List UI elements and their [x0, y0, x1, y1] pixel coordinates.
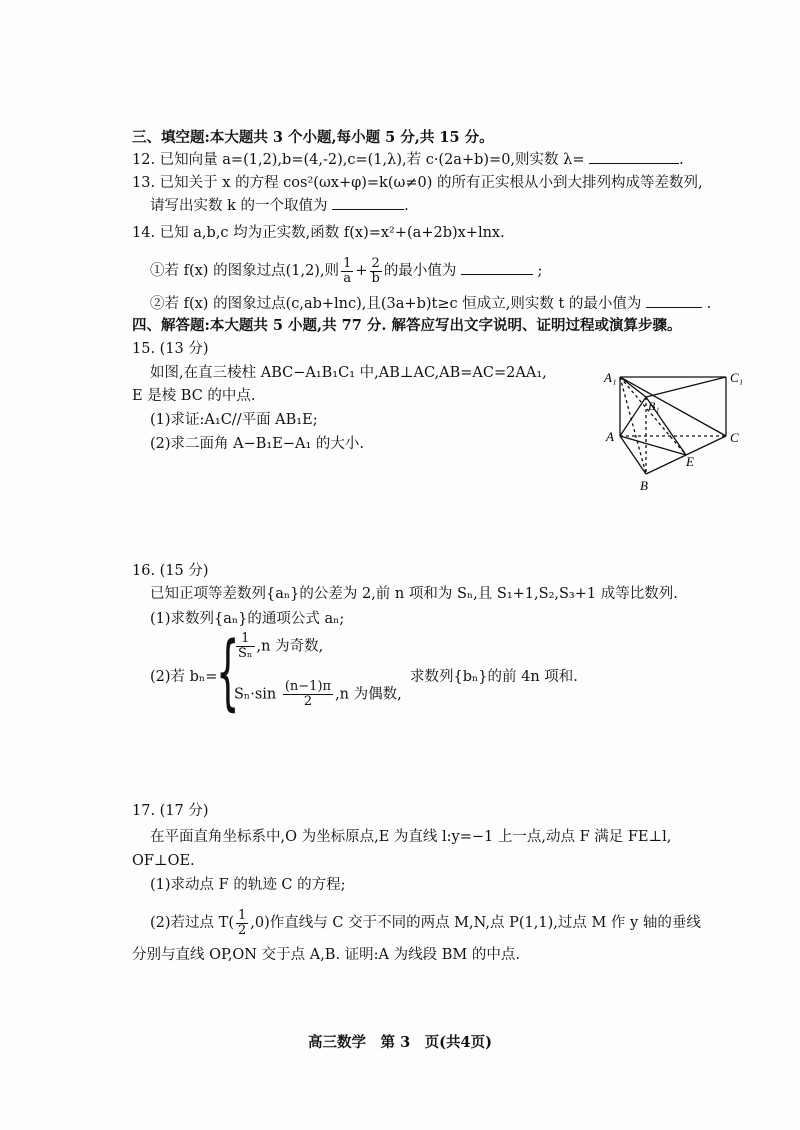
label-b: B: [640, 478, 648, 493]
label-a: A: [606, 429, 614, 444]
question-16-line1: 已知正项等差数列{aₙ}的公差为 2,前 n 项和为 Sₙ,且 S₁+1,S₂,S₃+1 成等比数列.: [150, 586, 678, 602]
question-16-title: 16. (15 分): [132, 563, 209, 579]
question-15-title: 15. (13 分): [132, 341, 209, 357]
question-15-line2: E 是棱 BC 的中点.: [132, 388, 256, 404]
question-16-part2-tail: 求数列{bₙ}的前 4n 项和.: [410, 669, 578, 685]
question-17-line2: OF⊥OE.: [132, 853, 195, 869]
piecewise-brace: {: [216, 625, 240, 720]
piecewise-case-even: Sₙ·sin $\frac{(n-1)\pi}{2}$ ,n 为偶数,: [234, 679, 402, 709]
piecewise-case-odd: $\frac{1}{\text{Sₙ}}$ ,n 为奇数,: [238, 631, 324, 661]
question-13-line1: 13. 已知关于 x 的方程 cos²(ωx+φ)=k(ω≠0) 的所有正实根从小到大排列构成等差数列,: [132, 175, 703, 191]
question-16-part1: (1)求数列{aₙ}的通项公式 aₙ;: [150, 611, 345, 627]
page-footer: 高三数学 第 3 页(共4页): [308, 1034, 492, 1051]
question-17-part2: (2)若过点 T( $\frac{1}{2}$ ,0)作直线与 C 交于不同的两点 M,N,点 P(1,1),过点 M 作 y 轴的垂线: [150, 907, 701, 938]
question-14-line1: 14. 已知 a,b,c 均为正实数,函数 f(x)=x²+(a+2b)x+lnx.: [132, 225, 505, 241]
fraction-one-half: $\frac{1}{2}$: [237, 907, 247, 938]
line-ae: [620, 436, 686, 455]
question-17-line1: 在平面直角坐标系中,O 为坐标原点,E 为直线 l:y=−1 上一点,动点 F 满足 FE⊥l,: [150, 829, 672, 845]
question-14-part1: ①若 f(x) 的图象过点(1,2),则 $\frac{1}{a}$ + $\frac{2}{b}$ 的最小值为 ;: [150, 255, 543, 286]
answer-blank-12[interactable]: [589, 149, 679, 164]
section4-header: 四、解答题:本大题共 5 小题,共 77 分. 解答应写出文字说明、证明过程或演算步骤。: [132, 317, 682, 334]
question-17-title: 17. (17 分): [132, 803, 209, 819]
label-e: E: [686, 454, 694, 469]
question-15-line1: 如图,在直三棱柱 ABC−A₁B₁C₁ 中,AB⊥AC,AB=AC=2AA₁,: [150, 365, 547, 381]
line-a1e: [620, 377, 686, 455]
question-16-part2-lead: (2)若 bₙ=: [150, 669, 218, 685]
prism-figure: [596, 360, 756, 495]
line-b1a: [620, 397, 646, 436]
edge-a1b1: [620, 377, 646, 397]
question-13-line2: 请写出实数 k 的一个取值为 .: [150, 195, 409, 217]
question-17-part1: (1)求动点 F 的轨迹 C 的方程;: [150, 877, 346, 893]
question-17-line3: 分别与直线 OP,ON 交于点 A,B. 证明:A 为线段 BM 的中点.: [132, 947, 520, 963]
question-15-part2: (2)求二面角 A−B₁E−A₁ 的大小.: [150, 436, 364, 452]
fraction-2-over-b: $\frac{2}{b}$: [371, 255, 380, 286]
section3-header: 三、填空题:本大题共 3 个小题,每小题 5 分,共 15 分。: [132, 129, 494, 146]
answer-blank-14-1[interactable]: [461, 260, 533, 275]
question-15-part1: (1)求证:A₁C//平面 AB₁E;: [150, 412, 318, 428]
label-c1: C₁: [730, 370, 744, 385]
label-a1: A₁: [604, 370, 617, 385]
answer-blank-13[interactable]: [332, 195, 404, 210]
question-14-part2: ②若 f(x) 的图象过点(c,ab+lnc),且(3a+b)t≥c 恒成立,则实数 t 的最小值为 .: [150, 293, 711, 315]
line-a1c: [620, 377, 726, 436]
question-12: 12. 已知向量 a=(1,2),b=(4,-2),c=(1,λ),若 c·(2a+b)=0,则实数 λ= .: [132, 149, 684, 171]
edge-b1c1: [646, 377, 726, 397]
label-b1: B₁: [648, 399, 660, 413]
fraction-1-over-a: $\frac{1}{a}$: [343, 255, 352, 286]
answer-blank-14-2[interactable]: [646, 293, 702, 308]
label-c: C: [730, 430, 739, 445]
